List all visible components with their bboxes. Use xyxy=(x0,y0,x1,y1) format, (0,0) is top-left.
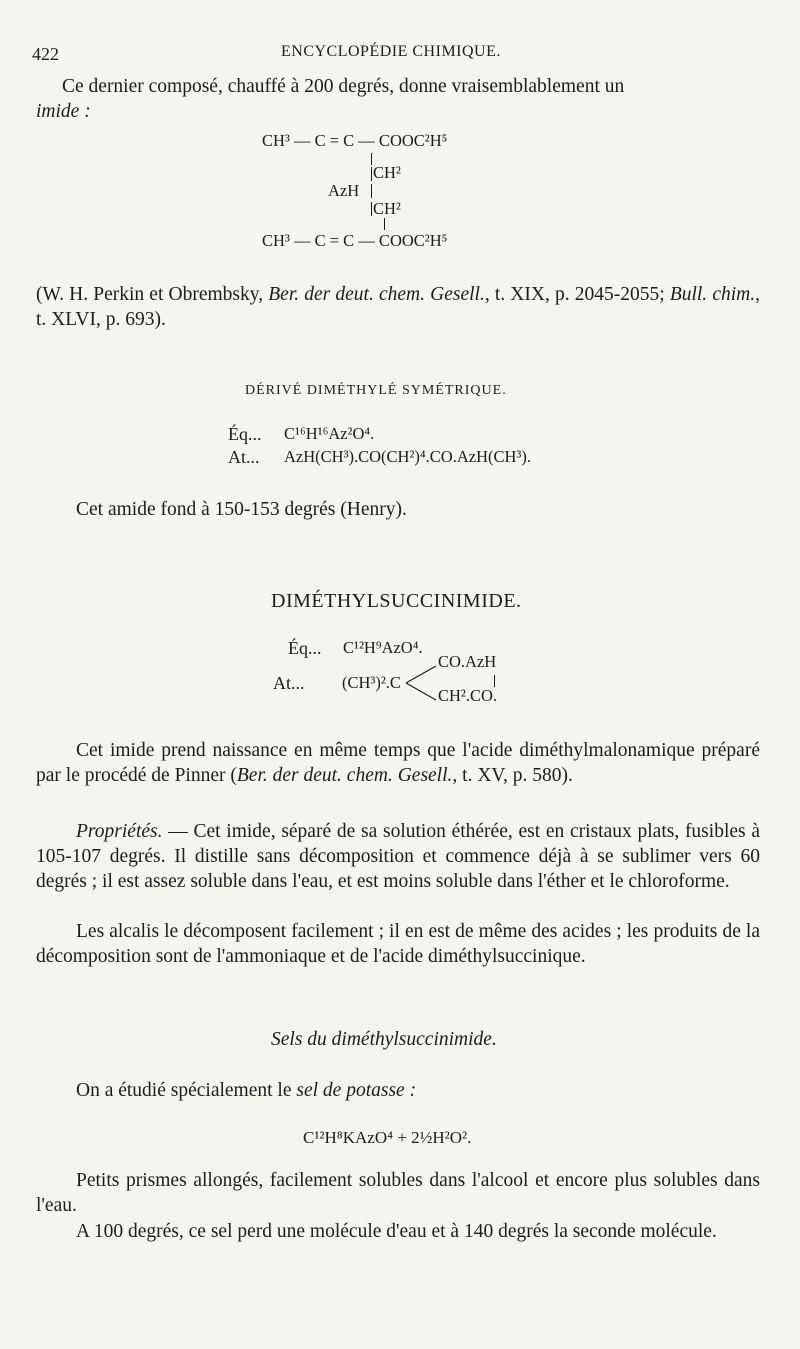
potash-formula: C¹²H⁸KAzO⁴ + 2½H²O². xyxy=(303,1128,472,1147)
amide-melting-point: Cet amide fond à 150-153 degrés (Henry). xyxy=(76,499,407,520)
formula1-bond-2 xyxy=(371,167,372,181)
section-title: DIMÉTHYLSUCCINIMIDE. xyxy=(271,590,522,612)
dms-branch-bracket xyxy=(404,663,438,703)
page-number: 422 xyxy=(32,44,59,64)
reference-journal-1: Ber. der deut. chem. Gesell. xyxy=(268,284,485,305)
properties-label: Propriétés. xyxy=(76,821,163,842)
reference-journal-2: Bull. chim. xyxy=(669,284,756,305)
intro-italic-word: imide : xyxy=(36,101,91,122)
reference-text-1: (W. H. Perkin et Obrembsky, xyxy=(36,284,269,305)
formula1-row1: CH³ — C = C — COOC²H⁵ xyxy=(262,131,448,150)
derive-heading: DÉRIVÉ DIMÉTHYLÉ SYMÉTRIQUE. xyxy=(245,383,507,398)
derive-eq-label: Éq... xyxy=(228,424,262,444)
dms-at-lower: CH².CO. xyxy=(438,686,498,705)
formula1-row2: CH² xyxy=(373,163,401,182)
formula1-bond-5 xyxy=(384,218,385,230)
running-title: ENCYCLOPÉDIE CHIMIQUE. xyxy=(281,43,501,60)
formula1-row3: CH² xyxy=(373,199,401,218)
water-loss-paragraph: A 100 degrés, ce sel perd une molécule d'eau et à 140 degrés la seconde molécule. xyxy=(76,1221,717,1242)
properties-text: — Cet imide, séparé de sa solution éthérée, est en cristaux plats, fusibles à 105-107 degrés. Il distille sans décomposition et commence déjà à se sublimer vers 60 degrés ; il est assez soluble dans l'eau, et est moins soluble dans l'éther et le chloroforme. xyxy=(36,821,760,892)
properties-paragraph xyxy=(36,819,760,894)
dms-eq-formula: C¹²H⁹AzO⁴. xyxy=(343,638,423,657)
formula1-bond-3 xyxy=(371,184,372,198)
dms-at-label: At... xyxy=(273,673,305,693)
origin-journal: Ber. der deut. chem. Gesell. xyxy=(236,765,453,786)
derive-at-label: At... xyxy=(228,447,260,467)
formula1-row4: CH³ — C = C — COOC²H⁵ xyxy=(262,231,448,250)
formula1-bond-4 xyxy=(371,202,372,216)
intro-paragraph xyxy=(36,74,760,124)
dms-at-upper: CO.AzH xyxy=(438,652,497,671)
derive-eq-formula: C¹⁶H¹⁶Az²O⁴. xyxy=(284,424,375,443)
salts-heading: Sels du diméthylsuccinimide. xyxy=(271,1029,497,1050)
prisms-paragraph: Petits prismes allongés, facilement solubles dans l'alcool et encore plus solubles dans l'eau. xyxy=(36,1170,760,1216)
potash-italic: sel de potasse : xyxy=(296,1080,417,1101)
origin-text-1: Cet imide prend naissance en même temps que l'acide diméthylmalonamique préparé par le procédé de Pinner ( xyxy=(36,740,760,786)
intro-text: Ce dernier composé, chauffé à 200 degrés, donne vraisemblablement un xyxy=(62,76,625,97)
reference-text-3: , t. XLVI, p. 693). xyxy=(36,284,760,330)
derive-at-formula: AzH(CH³).CO(CH²)⁴.CO.AzH(CH³). xyxy=(284,447,531,466)
dms-eq-label: Éq... xyxy=(288,638,322,658)
reference-text-2: , t. XIX, p. 2045-2055; xyxy=(484,284,670,305)
alkalis-paragraph: Les alcalis le décomposent facilement ; il en est de même des acides ; les produits de la décomposition sont de l'ammoniaque et de l'acide diméthylsuccinique. xyxy=(36,921,760,967)
origin-text-2: , t. XV, p. 580). xyxy=(452,765,573,786)
potash-paragraph xyxy=(36,1078,760,1103)
reference-paragraph xyxy=(36,282,760,332)
formula1-azh: AzH xyxy=(328,181,360,200)
potash-text: On a étudié spécialement le xyxy=(76,1080,297,1101)
formula1-bond-1 xyxy=(371,153,372,165)
origin-paragraph xyxy=(36,738,760,788)
dms-at-left: (CH³)².C xyxy=(342,673,401,692)
